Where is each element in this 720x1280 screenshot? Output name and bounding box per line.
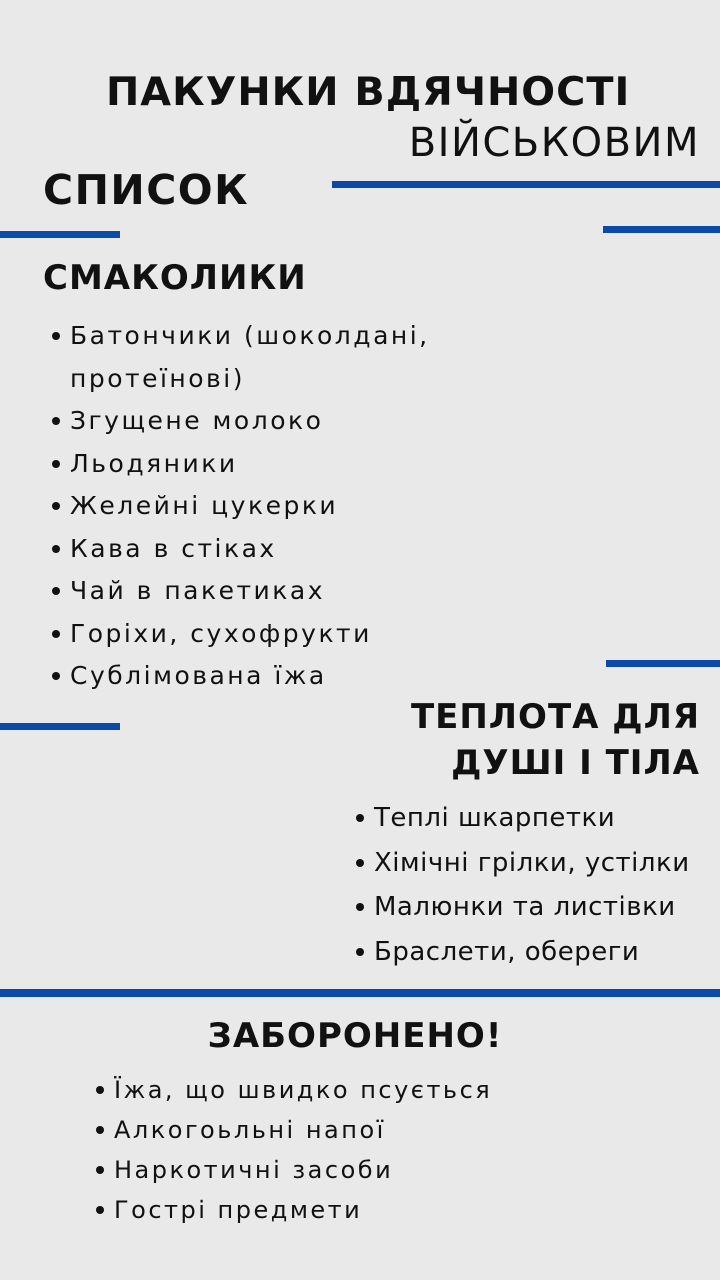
accent-bar-right-upper — [603, 226, 720, 233]
list-item: Сублімована їжа — [46, 655, 466, 698]
accent-bar-title — [332, 181, 720, 188]
warmth-heading-line1: ТЕПЛОТА ДЛЯ — [410, 697, 700, 737]
forbidden-list — [90, 1070, 590, 1230]
list-item: Наркотичні засоби — [90, 1150, 590, 1190]
list-item: Чай в пакетиках — [46, 570, 466, 613]
warmth-heading — [411, 694, 700, 786]
sweets-heading: СМАКОЛИКИ — [43, 258, 307, 298]
list-item: Їжа, що швидко псується — [90, 1070, 590, 1110]
accent-bar-right-middle — [606, 660, 720, 667]
sweets-list — [46, 315, 466, 698]
page-subtitle: ВІЙСЬКОВИМ — [408, 120, 700, 166]
accent-bar-left-upper — [0, 231, 120, 238]
warmth-heading-line2: ДУШІ І ТІЛА — [451, 743, 700, 783]
list-item: Згущене молоко — [46, 400, 466, 443]
warmth-list — [350, 796, 720, 975]
page-title: ПАКУНКИ ВДЯЧНОСТІ — [106, 70, 631, 115]
list-item: Батончики (шоколдані, протеїнові) — [46, 315, 466, 400]
list-item: Льодяники — [46, 443, 466, 486]
list-item: Желейні цукерки — [46, 485, 466, 528]
divider-bar — [0, 989, 720, 997]
list-item: Браслети, обереги — [350, 930, 720, 975]
list-item: Кава в стіках — [46, 528, 466, 571]
list-item: Хімічні грілки, устілки — [350, 841, 720, 886]
list-item: Горіхи, сухофрукти — [46, 613, 466, 656]
accent-bar-left-middle — [0, 723, 120, 730]
list-item: Гострі предмети — [90, 1190, 590, 1230]
forbidden-heading: ЗАБОРОНЕНО! — [207, 1016, 503, 1056]
list-heading: СПИСОК — [43, 166, 250, 214]
list-item: Алкогоьльні напої — [90, 1110, 590, 1150]
list-item: Малюнки та листівки — [350, 885, 720, 930]
list-item: Теплі шкарпетки — [350, 796, 720, 841]
